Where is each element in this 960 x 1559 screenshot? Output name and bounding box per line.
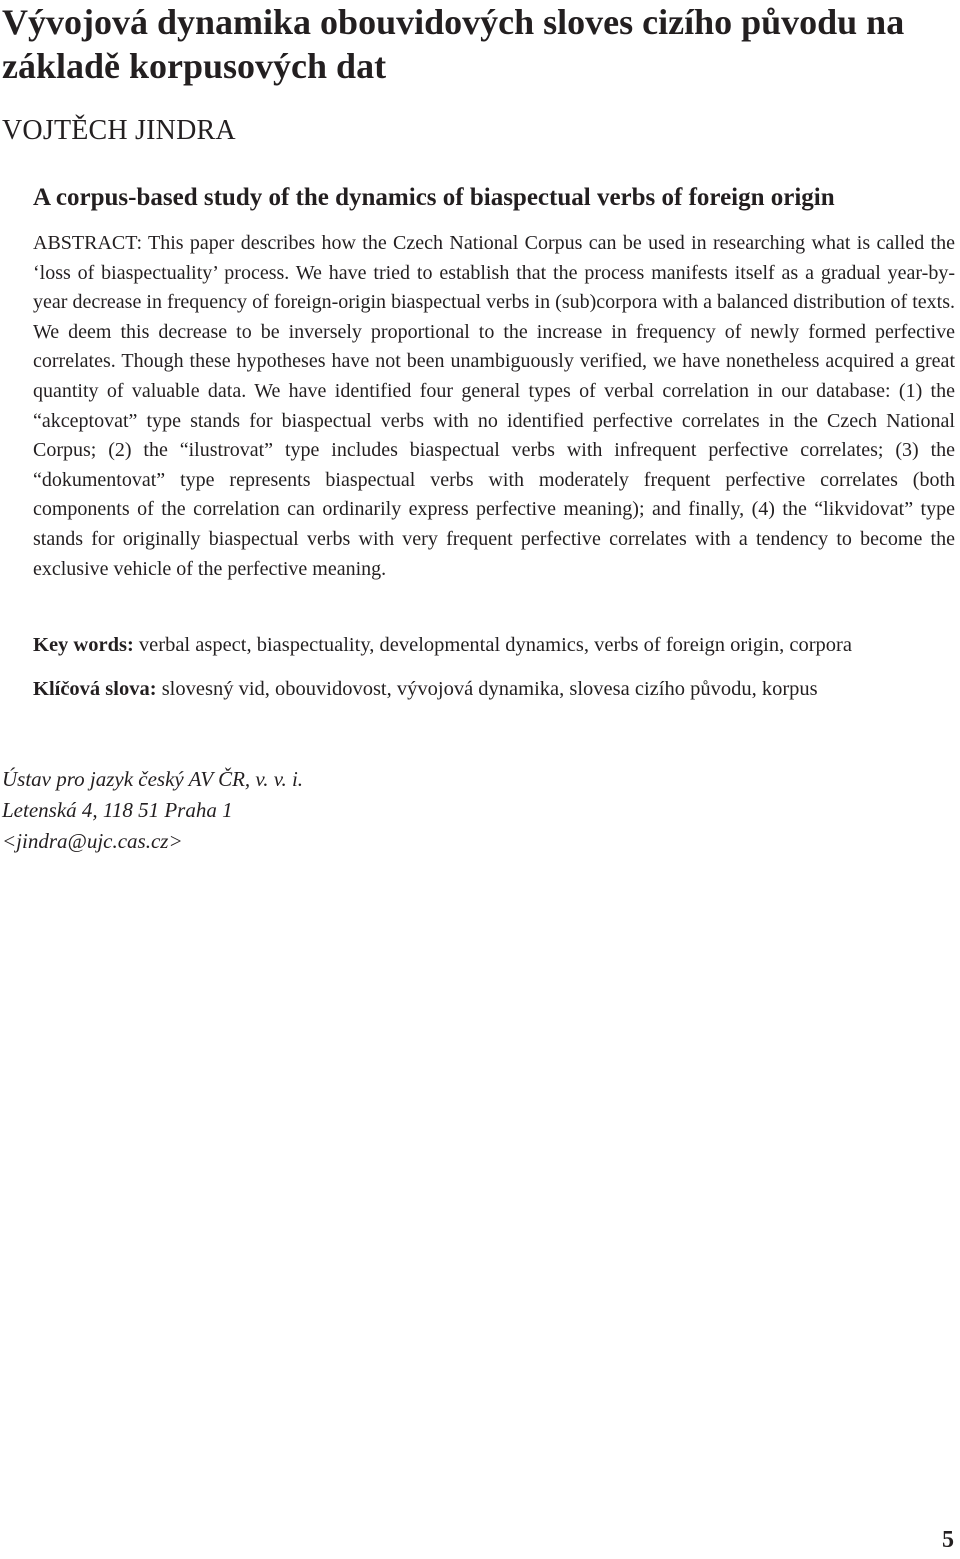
abstract-text: ABSTRACT: This paper describes how the Czech National Corpus can be used in researching what is called the ‘loss of biaspectuality’ process. We have tried to establish that the process manifests itself as a gradual year-by-year decrease in frequency of foreign-origin biaspectual verbs in (sub)corpora with a balanced distribution of texts. We deem this decrease to be inversely proportional to the increase in frequency of newly formed perfective correlates. Though these hypotheses have not been unambiguously verified, we have nonetheless acquired a great quantity of valuable data. We have identified four general types of verbal correlation in our database: (1) the “akceptovat” type stands for biaspectual verbs with no identified perfective correlates in the Czech National Corpus; (2) the “ilustrovat” type includes biaspectual verbs with infrequent perfective correlates; (3) the “dokumentovat” type represents biaspectual verbs with moderately frequent perfective correlates (both components of the correlation can ordinarily express perfective meaning); and finally, (4) the “likvidovat” type stands for originally biaspectual verbs with very frequent perfective correlates with a tendency to become the exclusive vehicle of the perfective meaning. xyxy=(33,232,955,580)
english-title: A corpus-based study of the dynamics of biaspectual verbs of foreign origin xyxy=(33,184,835,211)
affiliation-institute: Ústav pro jazyk český AV ČR, v. v. i. xyxy=(2,767,304,791)
page-number: 5 xyxy=(942,1527,954,1553)
author-affiliation xyxy=(2,764,303,857)
keywords-label: Key words: xyxy=(33,634,134,656)
affiliation-address: Letenská 4, 118 51 Praha 1 xyxy=(2,798,233,822)
keywords-list: verbal aspect, biaspectuality, developmental dynamics, verbs of foreign origin, corpora xyxy=(138,634,852,656)
keywords-en xyxy=(33,630,958,660)
affiliation-email: <jindra@ujc.cas.cz> xyxy=(2,829,183,853)
keywords-cz-list: slovesný vid, obouvidovost, vývojová dynamika, slovesa cizího původu, korpus xyxy=(161,678,818,700)
author-name: VOJTĚCH JINDRA xyxy=(2,115,236,146)
keywords-cz xyxy=(33,674,958,704)
keywords-cz-label: Klíčová slova: xyxy=(33,678,157,700)
article-title: Vývojová dynamika obouvidových sloves cizího původu na základě korpusových dat xyxy=(2,2,905,86)
